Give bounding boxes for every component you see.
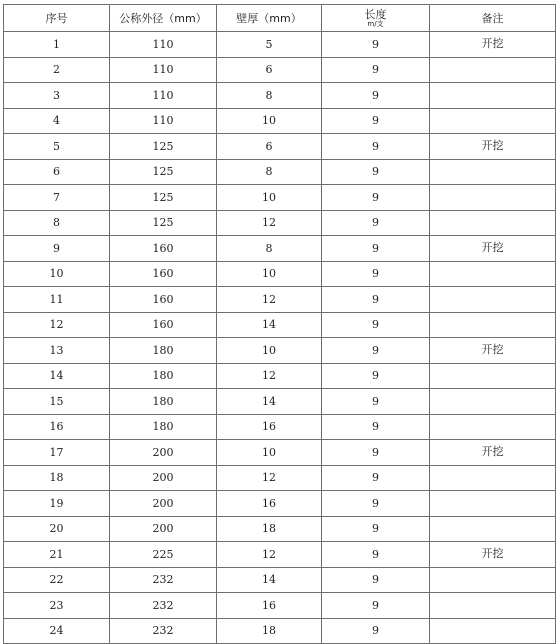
header-index: 序号 [4,5,110,32]
cell-diameter: 125 [110,134,217,160]
cell-diameter: 200 [110,440,217,466]
table-row [4,57,556,83]
cell-length: 9 [322,465,430,491]
cell-diameter: 110 [110,57,217,83]
header-length-unit: m/支 [367,19,384,28]
table-header [4,5,556,32]
cell-note: 开挖 [430,338,556,364]
cell-index: 8 [4,210,110,236]
cell-diameter: 200 [110,491,217,517]
table-row [4,210,556,236]
table-row [4,389,556,415]
cell-diameter: 200 [110,516,217,542]
cell-index: 2 [4,57,110,83]
cell-index: 9 [4,236,110,262]
cell-diameter: 110 [110,83,217,109]
cell-length: 9 [322,414,430,440]
cell-wall-thickness: 8 [217,236,322,262]
cell-note: 开挖 [430,542,556,568]
header-note: 备注 [430,5,556,32]
header-row [4,5,556,32]
cell-length: 9 [322,440,430,466]
cell-note: 开挖 [430,440,556,466]
cell-note [430,414,556,440]
table-body [4,32,556,644]
cell-wall-thickness: 16 [217,491,322,517]
cell-wall-thickness: 10 [217,338,322,364]
cell-wall-thickness: 12 [217,542,322,568]
cell-diameter: 232 [110,618,217,644]
cell-wall-thickness: 8 [217,83,322,109]
cell-length: 9 [322,338,430,364]
cell-length: 9 [322,593,430,619]
header-length [322,5,430,32]
table-row [4,159,556,185]
cell-note [430,261,556,287]
table-row [4,108,556,134]
cell-length: 9 [322,491,430,517]
cell-diameter: 160 [110,287,217,313]
cell-index: 4 [4,108,110,134]
cell-diameter: 180 [110,338,217,364]
cell-note [430,618,556,644]
cell-index: 10 [4,261,110,287]
cell-wall-thickness: 5 [217,32,322,58]
cell-note [430,465,556,491]
cell-diameter: 125 [110,185,217,211]
table-row [4,414,556,440]
cell-note [430,287,556,313]
cell-wall-thickness: 12 [217,363,322,389]
cell-index: 17 [4,440,110,466]
cell-wall-thickness: 14 [217,312,322,338]
cell-diameter: 110 [110,32,217,58]
cell-length: 9 [322,287,430,313]
cell-diameter: 180 [110,389,217,415]
cell-wall-thickness: 18 [217,618,322,644]
cell-note [430,108,556,134]
table-row [4,32,556,58]
cell-index: 20 [4,516,110,542]
table-row [4,465,556,491]
cell-index: 15 [4,389,110,415]
cell-wall-thickness: 6 [217,134,322,160]
cell-note [430,159,556,185]
cell-wall-thickness: 8 [217,159,322,185]
cell-index: 14 [4,363,110,389]
cell-diameter: 200 [110,465,217,491]
cell-diameter: 125 [110,210,217,236]
cell-note: 开挖 [430,236,556,262]
table-row [4,134,556,160]
cell-wall-thickness: 16 [217,414,322,440]
cell-index: 21 [4,542,110,568]
cell-length: 9 [322,210,430,236]
cell-wall-thickness: 12 [217,465,322,491]
table-row [4,312,556,338]
cell-index: 16 [4,414,110,440]
table-row [4,516,556,542]
table-row [4,542,556,568]
header-diameter: 公称外径（mm） [110,5,217,32]
cell-index: 13 [4,338,110,364]
cell-note [430,210,556,236]
cell-index: 6 [4,159,110,185]
cell-wall-thickness: 10 [217,261,322,287]
cell-length: 9 [322,134,430,160]
table-row [4,185,556,211]
cell-wall-thickness: 6 [217,57,322,83]
table-row [4,593,556,619]
table-row [4,236,556,262]
table-row [4,567,556,593]
cell-wall-thickness: 10 [217,440,322,466]
cell-length: 9 [322,363,430,389]
cell-wall-thickness: 10 [217,185,322,211]
cell-diameter: 225 [110,542,217,568]
header-wall-thickness: 壁厚（mm） [217,5,322,32]
cell-diameter: 160 [110,312,217,338]
table-row [4,363,556,389]
cell-wall-thickness: 12 [217,210,322,236]
cell-length: 9 [322,516,430,542]
cell-note [430,83,556,109]
table-row [4,261,556,287]
cell-length: 9 [322,618,430,644]
cell-index: 7 [4,185,110,211]
cell-length: 9 [322,185,430,211]
cell-note [430,567,556,593]
table-row [4,338,556,364]
cell-length: 9 [322,108,430,134]
table-row [4,491,556,517]
cell-wall-thickness: 14 [217,567,322,593]
cell-note: 开挖 [430,32,556,58]
cell-length: 9 [322,57,430,83]
cell-index: 18 [4,465,110,491]
cell-length: 9 [322,83,430,109]
cell-length: 9 [322,312,430,338]
cell-index: 24 [4,618,110,644]
cell-length: 9 [322,261,430,287]
table-row [4,618,556,644]
cell-note [430,185,556,211]
cell-index: 1 [4,32,110,58]
cell-diameter: 180 [110,414,217,440]
cell-index: 3 [4,83,110,109]
cell-note [430,491,556,517]
cell-note [430,389,556,415]
table-row [4,287,556,313]
cell-diameter: 160 [110,261,217,287]
table-row [4,83,556,109]
cell-length: 9 [322,236,430,262]
cell-length: 9 [322,32,430,58]
cell-note: 开挖 [430,134,556,160]
cell-index: 19 [4,491,110,517]
cell-wall-thickness: 14 [217,389,322,415]
cell-wall-thickness: 18 [217,516,322,542]
cell-diameter: 180 [110,363,217,389]
cell-length: 9 [322,567,430,593]
cell-index: 5 [4,134,110,160]
table-row [4,440,556,466]
cell-note [430,312,556,338]
spec-sheet [3,4,555,644]
cell-diameter: 110 [110,108,217,134]
cell-diameter: 125 [110,159,217,185]
cell-diameter: 232 [110,567,217,593]
cell-length: 9 [322,159,430,185]
cell-diameter: 160 [110,236,217,262]
cell-note [430,363,556,389]
cell-wall-thickness: 10 [217,108,322,134]
cell-wall-thickness: 12 [217,287,322,313]
cell-index: 23 [4,593,110,619]
cell-length: 9 [322,542,430,568]
cell-index: 12 [4,312,110,338]
pipe-spec-table [3,4,556,644]
cell-note [430,593,556,619]
cell-index: 11 [4,287,110,313]
cell-diameter: 232 [110,593,217,619]
cell-wall-thickness: 16 [217,593,322,619]
cell-note [430,57,556,83]
header-length-label: 长度 [364,7,387,21]
cell-index: 22 [4,567,110,593]
cell-length: 9 [322,389,430,415]
cell-note [430,516,556,542]
